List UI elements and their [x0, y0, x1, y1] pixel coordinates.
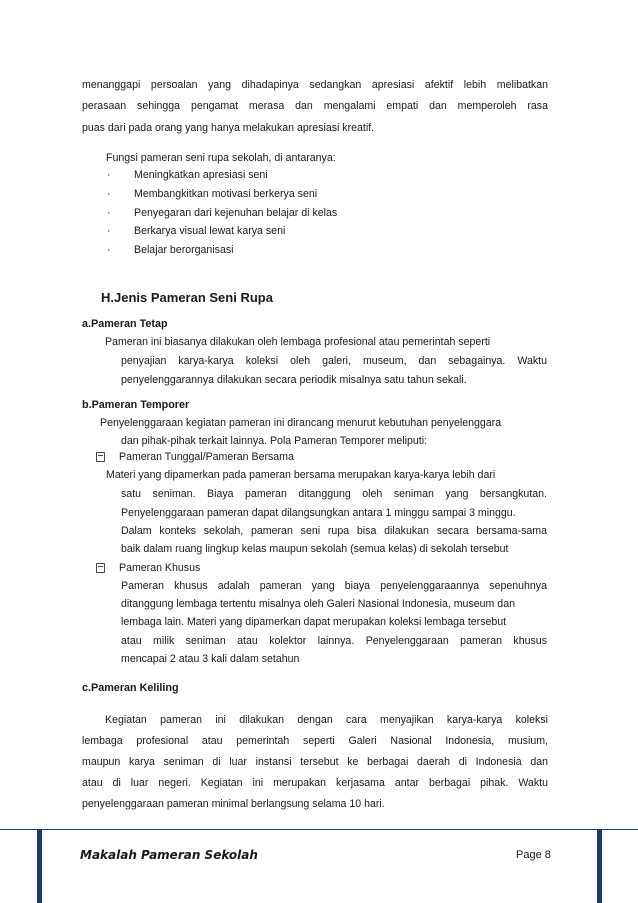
- bullet-dot: ·: [107, 225, 111, 237]
- pameran-tunggal-line-4: Dalam konteks sekolah, pameran seni rupa bisa dilakukan secara bersama-sama: [121, 525, 547, 537]
- intro-line-2: perasaan sehingga pengamat merasa dan mengalami empati dan memperoleh rasa: [82, 100, 548, 112]
- intro-line-1: menanggapi persoalan yang dihadapinya sedangkan apresiasi afektif lebih melibatkan: [82, 79, 548, 91]
- pameran-tetap-title: a.Pameran Tetap: [82, 318, 168, 330]
- pameran-keliling-line-3: maupun karya seniman di luar instansi tersebut ke berbagai daerah di Indonesia dan: [82, 756, 548, 768]
- page-number: Page 8: [516, 849, 551, 861]
- footer-rule: [0, 829, 638, 830]
- checkbox-icon: [96, 563, 105, 573]
- bullet-dot: ·: [107, 244, 111, 256]
- pameran-tunggal-line-5: baik dalam ruang lingkup kelas maupun sekolah (semua kelas) di sekolah tersebut: [121, 543, 509, 555]
- pameran-khusus-line-4: atau milik seniman atau kolektor lainnya. Penyelenggaraan pameran khusus: [121, 635, 547, 647]
- pameran-keliling-line-1: Kegiatan pameran ini dilakukan dengan cara menyajikan karya-karya koleksi: [105, 714, 548, 726]
- pameran-khusus-label: Pameran Khusus: [119, 562, 201, 574]
- pameran-tunggal-label: Pameran Tunggal/Pameran Bersama: [119, 451, 294, 463]
- fungsi-item-1: Meningkatkan apresiasi seni: [134, 169, 268, 181]
- footer-bar-left: [37, 829, 42, 903]
- fungsi-title: Fungsi pameran seni rupa sekolah, di antaranya:: [106, 152, 336, 164]
- pameran-tunggal-line-1: Materi yang dipamerkan pada pameran bersama merupakan karya-karya lebih dari: [106, 469, 496, 481]
- footer-title: Makalah Pameran Sekolah: [80, 848, 258, 862]
- fungsi-item-3: Penyegaran dari kejenuhan belajar di kelas: [134, 207, 338, 219]
- pameran-temporer-line-1: Penyelenggaraan kegiatan pameran ini dirancang menurut kebutuhan penyelenggara: [100, 417, 502, 429]
- pameran-keliling-line-2: lembaga profesional atau pemerintah seperti Galeri Nasional Indonesia, musium,: [82, 735, 548, 747]
- pameran-temporer-line-2: dan pihak-pihak terkait lainnya. Pola Pameran Temporer meliputi:: [121, 435, 428, 447]
- bullet-dot: ·: [107, 207, 111, 219]
- pameran-keliling-line-4: atau di luar negeri. Kegiatan ini merupakan kerjasama antar berbagai pihak. Waktu: [82, 777, 548, 789]
- bullet-dot: ·: [107, 188, 111, 200]
- pameran-tetap-line-1: Pameran ini biasanya dilakukan oleh lembaga profesional atau pemerintah seperti: [105, 336, 491, 348]
- bullet-dot: ·: [107, 169, 111, 181]
- checkbox-icon: [96, 452, 105, 462]
- pameran-tetap-line-3: penyelenggarannya dilakukan secara periodik misalnya satu tahun sekali.: [121, 374, 467, 386]
- pameran-keliling-title: c.Pameran Keliling: [82, 682, 179, 694]
- fungsi-item-2: Membangkitkan motivasi berkerya seni: [134, 188, 318, 200]
- pameran-tunggal-line-3: Penyelenggaraan pameran dapat dilangsungkan antara 1 minggu sampai 3 minggu.: [121, 507, 516, 519]
- section-heading: H.Jenis Pameran Seni Rupa: [101, 290, 273, 305]
- pameran-khusus-line-1: Pameran khusus adalah pameran yang biaya penyelenggaraannya sepenuhnya: [121, 580, 547, 592]
- fungsi-item-5: Belajar berorganisasi: [134, 244, 234, 256]
- pameran-temporer-title: b.Pameran Temporer: [82, 399, 190, 411]
- intro-line-3: puas dari pada orang yang hanya melakukan apresiasi kreatif.: [82, 122, 375, 134]
- pameran-khusus-line-5: mencapai 2 atau 3 kali dalam setahun: [121, 653, 300, 665]
- pameran-keliling-line-5: penyelenggaraan pameran minimal berlangsung selama 10 hari.: [82, 798, 385, 810]
- footer-bar-right: [597, 829, 602, 903]
- pameran-tetap-line-2: penyajian karya-karya koleksi oleh galeri, museum, dan sebagainya. Waktu: [121, 355, 547, 367]
- pameran-tunggal-line-2: satu seniman. Biaya pameran ditanggung oleh seniman yang bersangkutan.: [121, 488, 547, 500]
- pameran-khusus-line-3: lembaga lain. Materi yang dipamerkan dapat merupakan koleksi lembaga tersebut: [121, 616, 507, 628]
- pameran-khusus-line-2: ditanggung lembaga tertentu misalnya oleh Galeri Nasional Indonesia, museum dan: [121, 598, 515, 610]
- fungsi-item-4: Berkarya visual lewat karya seni: [134, 225, 286, 237]
